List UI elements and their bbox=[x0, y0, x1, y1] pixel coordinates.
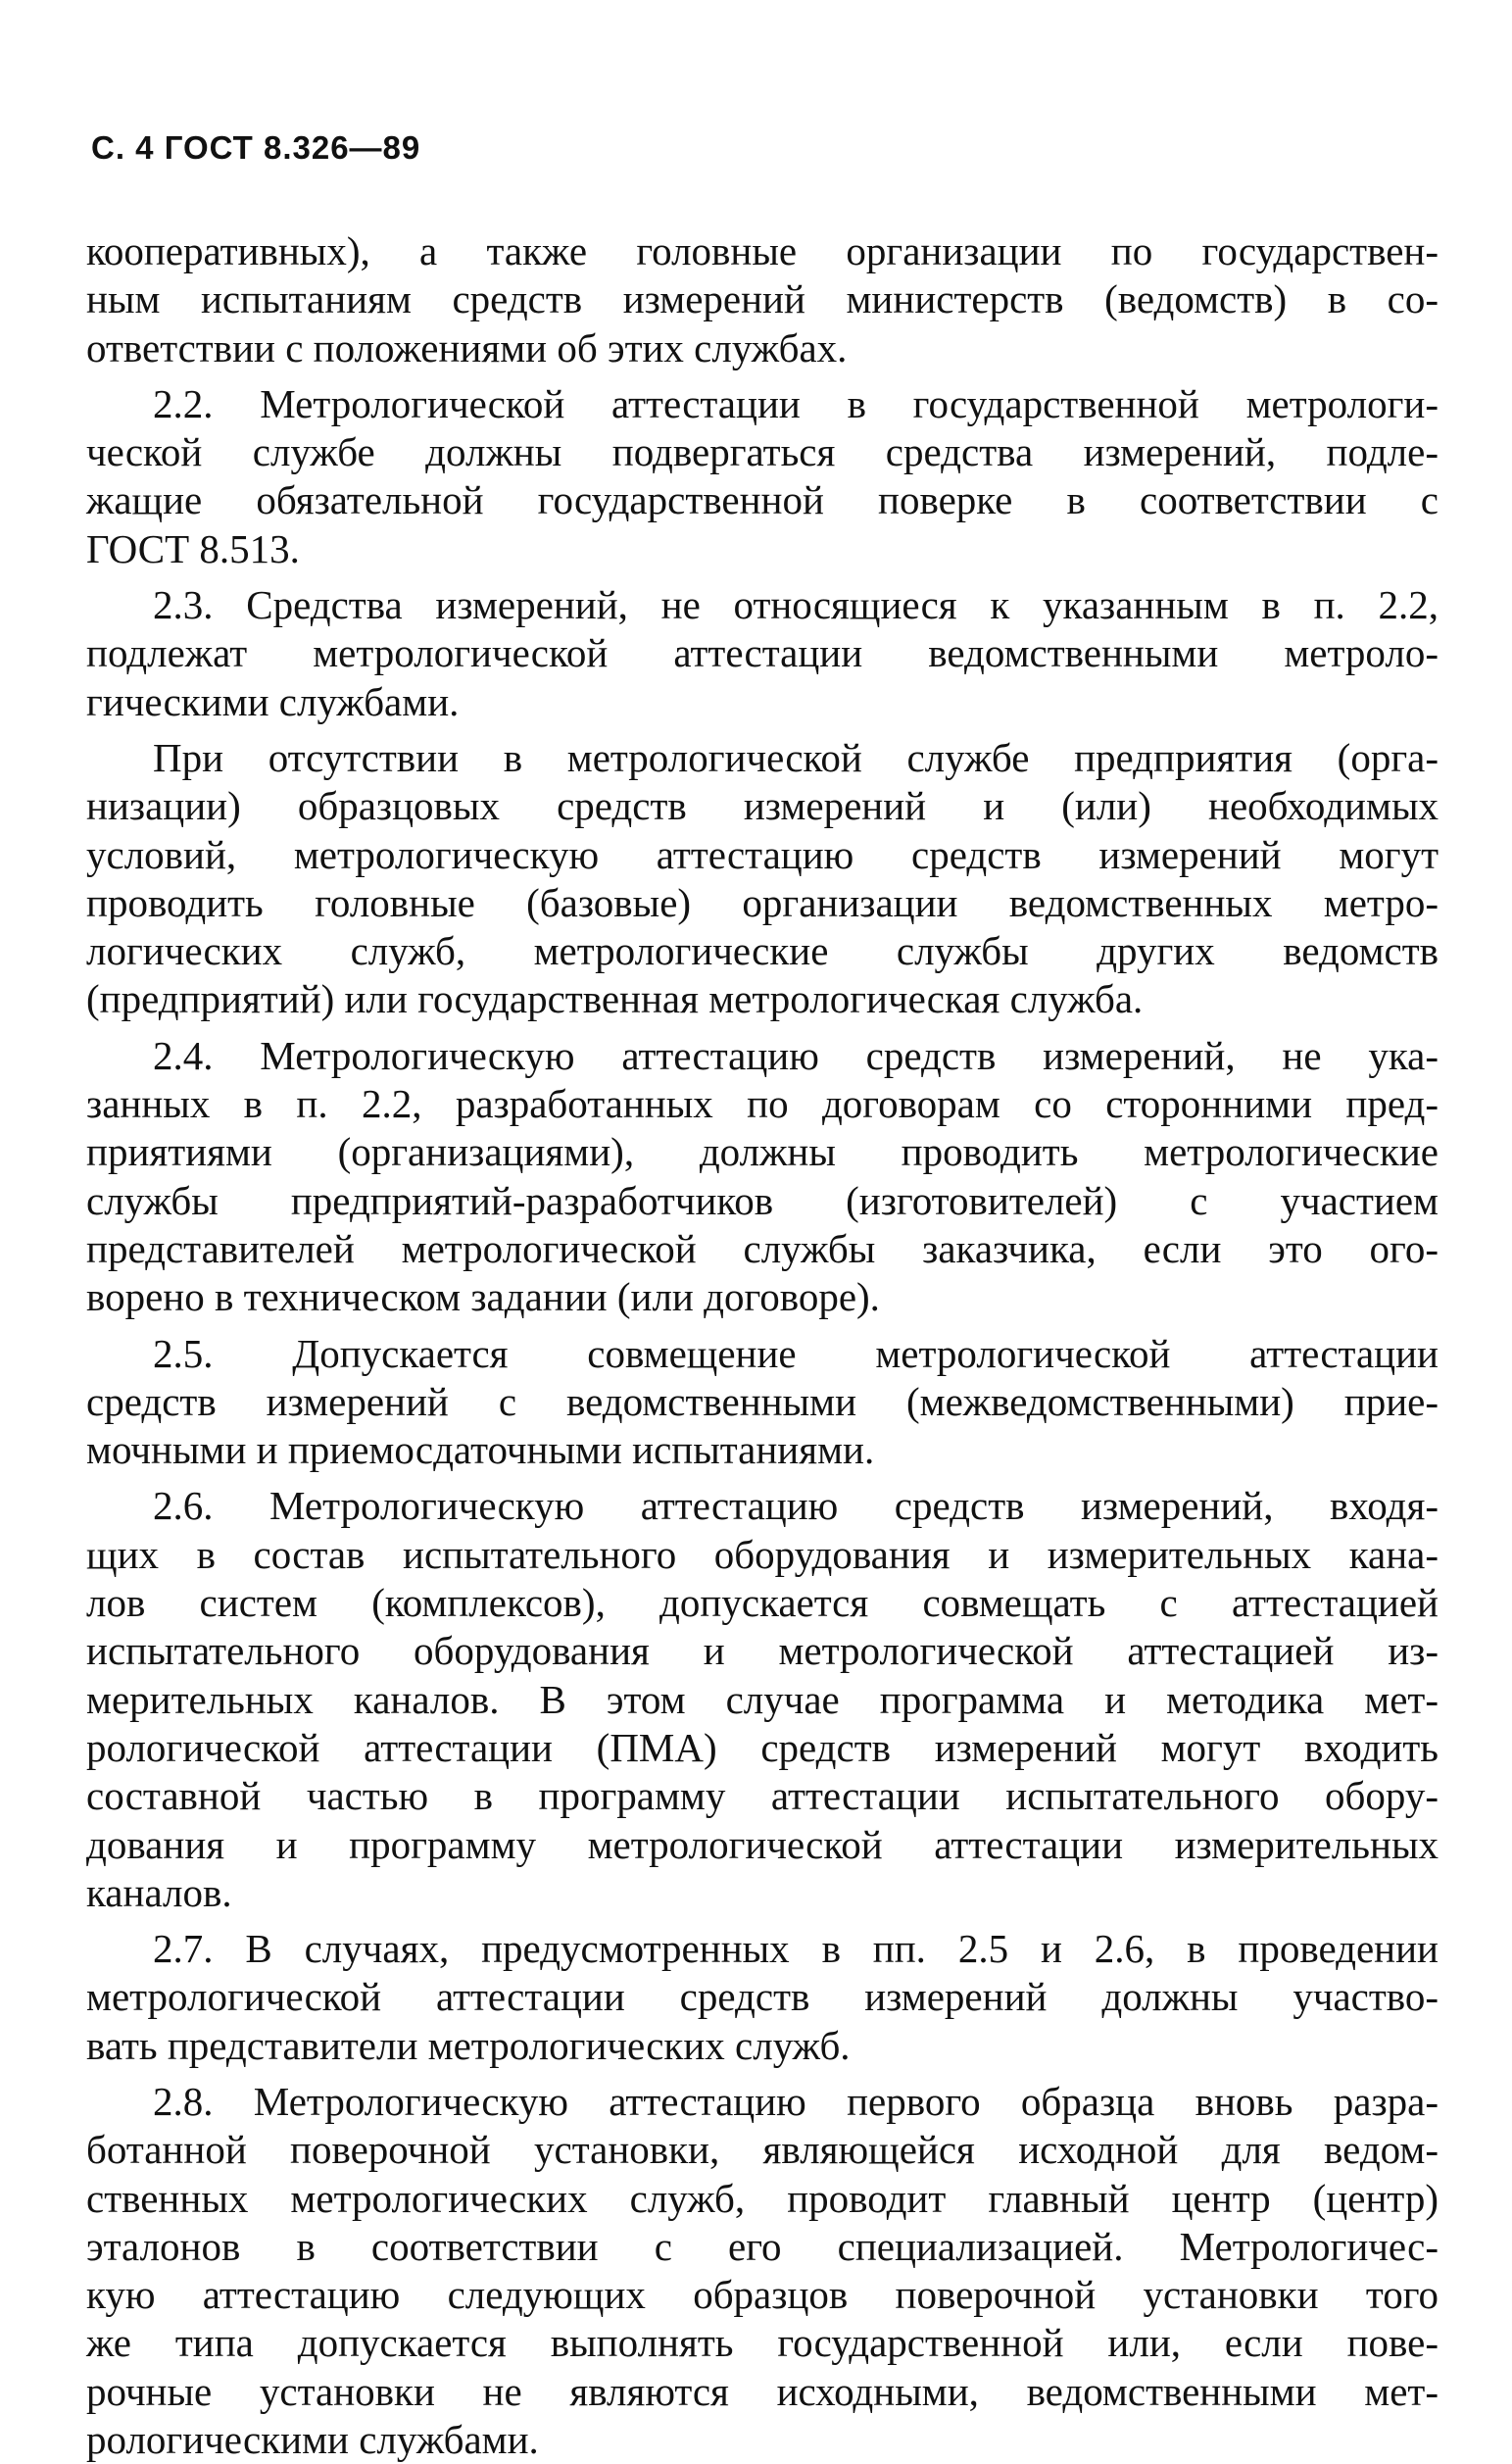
paragraph bbox=[86, 734, 1439, 1024]
text-line: логических служб, метрологические службы других ведомств bbox=[86, 928, 1439, 974]
text-line: рологической аттестации (ПМА) средств измерений могут входить bbox=[86, 1724, 1439, 1770]
text-line: вать представители метрологических служб. bbox=[86, 2022, 851, 2068]
text-line: рочные установки не являются исходными, ведомственными мет- bbox=[86, 2368, 1439, 2414]
text-line: приятиями (организациями), должны проводить метрологические bbox=[86, 1129, 1439, 1175]
text-line: 2.7. В случаях, предусмотренных в пп. 2.5 и 2.6, в проведении bbox=[153, 1926, 1439, 1972]
text-line: гическими службами. bbox=[86, 678, 460, 724]
paragraph bbox=[86, 2078, 1439, 2464]
text-line: дования и программу метрологической аттестации измерительных bbox=[86, 1821, 1439, 1867]
text-line: подлежат метрологической аттестации ведомственными метроло- bbox=[86, 630, 1439, 676]
text-line: ным испытаниям средств измерений министерств (ведомств) в со- bbox=[86, 276, 1439, 322]
text-line: ственных метрологических служб, проводит главный центр (центр) bbox=[86, 2175, 1439, 2221]
paragraph bbox=[86, 1482, 1439, 1917]
text-line: службы предприятий-разработчиков (изготовителей) с участием bbox=[86, 1177, 1439, 1223]
text-line: При отсутствии в метрологической службе предприятия (орга- bbox=[153, 734, 1439, 780]
text-line: эталонов в соответствии с его специализацией. Метрологичес- bbox=[86, 2223, 1439, 2269]
paragraph bbox=[86, 1925, 1439, 2070]
text-line: мочными и приемосдаточными испытаниями. bbox=[86, 1427, 875, 1473]
paragraph bbox=[86, 581, 1439, 726]
text-line: составной частью в программу аттестации испытательного обору- bbox=[86, 1773, 1439, 1819]
text-line: 2.8. Метрологическую аттестацию первого образца вновь разра- bbox=[153, 2078, 1439, 2124]
text-line: щих в состав испытательного оборудования и измерительных кана- bbox=[86, 1531, 1439, 1577]
text-line: каналов. bbox=[86, 1869, 232, 1915]
paragraph bbox=[86, 380, 1439, 573]
text-line: условий, метрологическую аттестацию средств измерений могут bbox=[86, 831, 1439, 877]
text-line: проводить головные (базовые) организации ведомственных метро- bbox=[86, 879, 1439, 925]
paragraph bbox=[86, 1032, 1439, 1322]
text-line: (предприятий) или государственная метрологическая служба. bbox=[86, 976, 1144, 1022]
text-line: ответствии с положениями об этих службах. bbox=[86, 324, 848, 370]
text-line: лов систем (комплексов), допускается совмещать с аттестацией bbox=[86, 1580, 1439, 1626]
text-line: средств измерений с ведомственными (межведомственными) прие- bbox=[86, 1378, 1439, 1424]
paragraph bbox=[86, 1330, 1439, 1475]
text-line: кую аттестацию следующих образцов поверочной установки того bbox=[86, 2272, 1439, 2318]
text-line: метрологической аттестации средств измерений должны участво- bbox=[86, 1974, 1439, 2020]
text-line: кооперативных), а также головные организации по государствен- bbox=[86, 228, 1439, 273]
text-line: представителей метрологической службы заказчика, если это ого- bbox=[86, 1225, 1439, 1271]
text-line: занных в п. 2.2, разработанных по договорам со сторонними пред- bbox=[86, 1081, 1439, 1127]
text-line: же типа допускается выполнять государственной или, если пове- bbox=[86, 2320, 1439, 2366]
text-line: испытательного оборудования и метрологической аттестацией из- bbox=[86, 1628, 1439, 1674]
text-line: 2.3. Средства измерений, не относящиеся к указанным в п. 2.2, bbox=[153, 582, 1439, 628]
text-line: 2.2. Метрологической аттестации в государственной метрологи- bbox=[153, 380, 1439, 426]
paragraph bbox=[86, 227, 1439, 372]
text-line: ворено в техническом задании (или договоре). bbox=[86, 1274, 880, 1320]
text-line: 2.5. Допускается совмещение метрологической аттестации bbox=[153, 1330, 1439, 1376]
text-line: рологическими службами. bbox=[86, 2417, 539, 2463]
page-header: С. 4 ГОСТ 8.326—89 bbox=[91, 129, 421, 166]
text-line: низации) образцовых средств измерений и (или) необходимых bbox=[86, 783, 1439, 829]
text-line: 2.4. Метрологическую аттестацию средств измерений, не ука- bbox=[153, 1032, 1439, 1078]
text-line: 2.6. Метрологическую аттестацию средств измерений, входя- bbox=[153, 1483, 1439, 1529]
text-line: ГОСТ 8.513. bbox=[86, 525, 300, 571]
text-line: ческой службе должны подвергаться средства измерений, подле- bbox=[86, 429, 1439, 475]
text-line: жащие обязательной государственной поверке в соответствии с bbox=[86, 477, 1439, 523]
text-line: ботанной поверочной установки, являющейся исходной для ведом- bbox=[86, 2127, 1439, 2173]
document-body bbox=[86, 227, 1439, 2464]
text-line: мерительных каналов. В этом случае программа и методика мет- bbox=[86, 1676, 1439, 1722]
